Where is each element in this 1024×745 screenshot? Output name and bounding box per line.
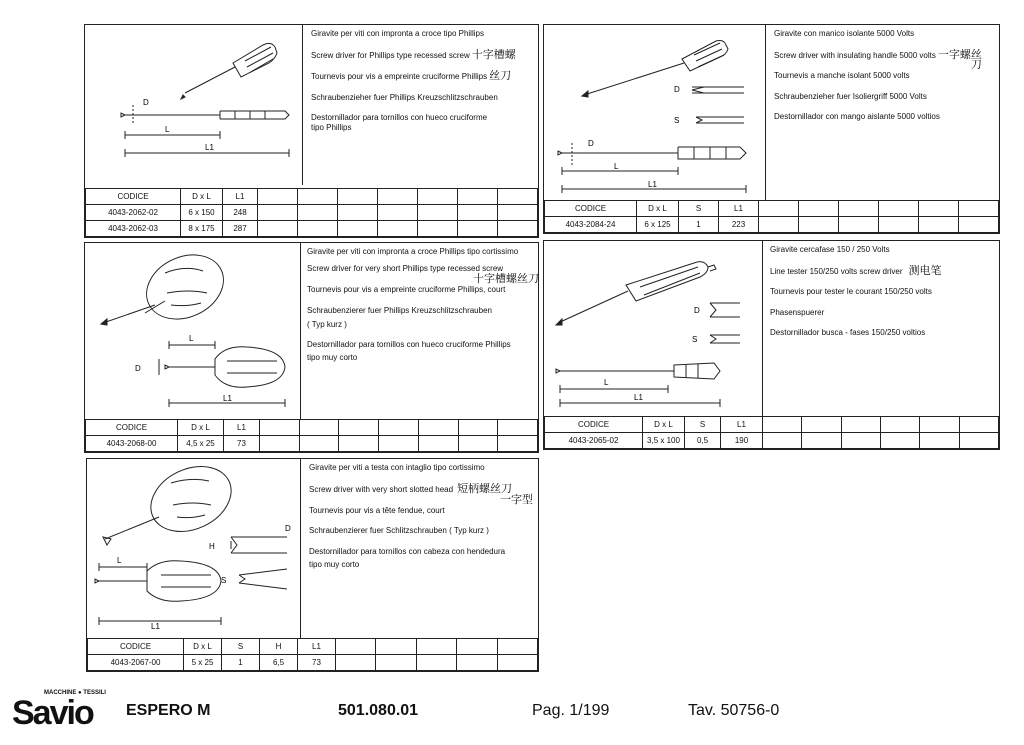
cell-l1: 190: [721, 433, 763, 449]
desc-line-en: Screw driver for Phillips type recessed screw 十字槽螺: [311, 48, 516, 61]
desc-line-fr: Tournevis a manche isolant 5000 volts: [774, 71, 910, 80]
header-l1: L1: [719, 201, 759, 217]
desc-line-es: Destornillador busca - fases 150/250 voltios: [770, 328, 926, 337]
table-row: [545, 217, 999, 233]
header-l1: L1: [224, 420, 260, 436]
header-dxl: D x L: [181, 189, 223, 205]
dim-l-label: L: [614, 162, 619, 171]
desc-line-es: Destornillador con mango aislante 5000 voltios: [774, 112, 940, 121]
desc-line-it: Giravite con manico isolante 5000 Volts: [774, 29, 915, 38]
header-s: S: [685, 417, 721, 433]
desc-line-fr: Tournevis pour vis a tête fendue, court: [309, 505, 445, 515]
header-s: S: [679, 201, 719, 217]
table-row: [86, 436, 538, 452]
desc-line-fr: Tournevis pour vis a empreinte cruciforme Phillips 丝刀: [311, 70, 512, 82]
desc-line-en: Screw driver with insulating handle 5000 volts 一字螺丝 刀: [774, 48, 982, 71]
header-codice: CODICE: [88, 639, 184, 655]
cell-dxl: 8 x 175: [181, 221, 223, 237]
dim-d-label: D: [143, 98, 149, 107]
dim-l1-label: L1: [223, 394, 232, 403]
desc-line-de: Schraubenzierer fuer Phillips Kreuzschlitzschrauben: [307, 305, 492, 315]
dim-s-label: S: [692, 335, 698, 344]
cell-dxl: 3,5 x 100: [643, 433, 685, 449]
header-l1: L1: [298, 639, 336, 655]
panel-illustration: [85, 25, 303, 185]
document-code: 501.080.01: [338, 702, 419, 719]
panel-illustration: [87, 459, 301, 639]
dim-l1-label: L1: [634, 393, 643, 402]
panel-description: [309, 463, 533, 580]
insulated-screwdriver-drawing: [544, 25, 766, 201]
desc-line-es-2: tipo muy corto: [309, 559, 360, 569]
page-number: Pag. 1/199: [532, 702, 610, 719]
table-header-row: [86, 189, 538, 205]
panel-description: [307, 247, 539, 374]
cell-code: 4043-2065-02: [545, 433, 643, 449]
header-codice: CODICE: [545, 201, 637, 217]
desc-line-it: Giravite cercafase 150 / 250 Volts: [770, 245, 890, 254]
header-dxl: D x L: [643, 417, 685, 433]
panel-insulated-screwdriver: [543, 24, 1000, 234]
desc-line-de: Schraubenzierer fuer Schlitzschrauben ( Typ kurz ): [309, 526, 489, 535]
cell-dxl: 5 x 25: [184, 655, 222, 671]
page-footer: [0, 690, 1024, 730]
desc-line-en: Screw driver with very short slotted head 短柄螺丝刀: [309, 482, 513, 495]
spec-table: [87, 638, 538, 671]
desc-line-es-2: tipo muy corto: [307, 353, 358, 362]
desc-line-it: Giravite per viti a testa con intaglio tipo cortissimo: [309, 463, 485, 472]
cell-h: 6,5: [260, 655, 298, 671]
brand-logo: Savio: [12, 694, 93, 732]
spec-table: [544, 200, 999, 233]
panel-description: [770, 245, 942, 349]
desc-line-es: Destornillador para tornillos con hueco cruciforme: [311, 113, 488, 122]
cell-l1: 73: [298, 655, 336, 671]
desc-line-de: Phasenspuerer: [770, 307, 825, 317]
header-l1: L1: [223, 189, 258, 205]
cell-l1: 287: [223, 221, 258, 237]
panel-illustration: [544, 25, 766, 201]
desc-line-fr: Tournevis pour tester le courant 150/250 volts: [770, 287, 932, 296]
dim-l1-label: L1: [205, 143, 214, 152]
desc-cn-label: 一字型: [500, 493, 533, 506]
desc-line-es: Destornillador para tornillos con hueco cruciforme Phillips: [307, 340, 511, 349]
short-phillips-screwdriver-drawing: [85, 243, 301, 420]
dim-d-label-2: D: [588, 139, 594, 148]
table-header-row: [545, 417, 999, 433]
table-header-row: [545, 201, 999, 217]
panel-phillips-screwdriver: [84, 24, 539, 238]
table-header-row: [86, 420, 538, 436]
cell-s: 0,5: [685, 433, 721, 449]
desc-line-fr: Tournevis pour vis a empreinte cruciforme Phillips, court: [307, 285, 506, 294]
table-row: [545, 433, 999, 449]
table-row: [86, 205, 538, 221]
header-h: H: [260, 639, 298, 655]
dim-l-label: L: [604, 378, 609, 387]
panel-short-phillips-screwdriver: [84, 242, 539, 453]
cell-code: 4043-2067-00: [88, 655, 184, 671]
line-tester-drawing: [544, 241, 763, 417]
cell-dxl: 6 x 125: [637, 217, 679, 233]
desc-line-it: Giravite per viti con impronta a croce Phillips tipo cortissimo: [307, 247, 519, 256]
dim-h-label: H: [209, 542, 215, 551]
desc-line-es: Destornillador para tornillos con cabeza con hendedura: [309, 546, 506, 556]
model-name: ESPERO M: [126, 702, 211, 719]
panel-illustration: [544, 241, 763, 417]
cell-l1: 223: [719, 217, 759, 233]
dim-s-label: S: [674, 116, 680, 125]
header-dxl: D x L: [178, 420, 224, 436]
cell-l1: 248: [223, 205, 258, 221]
dim-s-label: S: [221, 576, 227, 585]
header-dxl: D x L: [637, 201, 679, 217]
dim-l-label: L: [117, 556, 122, 565]
desc-cn-label: 十字槽螺丝刀: [473, 273, 539, 285]
panel-line-tester-screwdriver: [543, 240, 1000, 450]
header-codice: CODICE: [86, 420, 178, 436]
cell-code: 4043-2062-02: [86, 205, 181, 221]
panel-illustration: [85, 243, 301, 420]
table-header-row: [88, 639, 538, 655]
spec-table: [85, 188, 538, 237]
cell-dxl: 6 x 150: [181, 205, 223, 221]
desc-line-es-2: tipo Phillips: [311, 123, 352, 132]
spec-table: [85, 419, 538, 452]
dim-l-label: L: [189, 334, 194, 343]
header-codice: CODICE: [86, 189, 181, 205]
cell-l1: 73: [224, 436, 260, 452]
table-number: Tav. 50756-0: [688, 702, 780, 719]
spec-table: [544, 416, 999, 449]
cell-s: 1: [679, 217, 719, 233]
dim-d-label: D: [285, 524, 291, 533]
table-row: [86, 221, 538, 237]
table-row: [88, 655, 538, 671]
panel-short-slotted-screwdriver: [86, 458, 539, 672]
cell-code: 4043-2084-24: [545, 217, 637, 233]
brand-tagline: MACCHINE ● TESSILI: [44, 690, 106, 696]
dim-d-label: D: [674, 85, 680, 94]
panel-description: [774, 29, 982, 133]
desc-line-en: Line tester 150/250 volts screw driver 测电笔: [770, 264, 942, 277]
panel-description: [311, 29, 516, 144]
desc-line-de: Schraubenzieher fuer Isoliergriff 5000 Volts: [774, 91, 927, 101]
header-codice: CODICE: [545, 417, 643, 433]
desc-line-de: Schraubenzieher fuer Phillips Kreuzschlitzschrauben: [311, 92, 498, 102]
desc-line-en: Screw driver for very short Phillips type recessed screw: [307, 264, 504, 273]
cell-dxl: 4,5 x 25: [178, 436, 224, 452]
dim-l1-label: L1: [151, 622, 160, 631]
phillips-screwdriver-drawing: [85, 25, 303, 185]
dim-l1-label: L1: [648, 180, 657, 189]
dim-d-label: D: [135, 364, 141, 373]
short-slotted-screwdriver-drawing: [87, 459, 301, 639]
desc-line-it: Giravite per viti con impronta a croce tipo Phillips: [311, 29, 484, 38]
header-dxl: D x L: [184, 639, 222, 655]
header-s: S: [222, 639, 260, 655]
cell-code: 4043-2068-00: [86, 436, 178, 452]
dim-d-label: D: [694, 306, 700, 315]
cell-s: 1: [222, 655, 260, 671]
header-l1: L1: [721, 417, 763, 433]
desc-line-de-2: ( Typ kurz ): [307, 319, 347, 329]
cell-code: 4043-2062-03: [86, 221, 181, 237]
dim-l-label: L: [165, 125, 170, 134]
